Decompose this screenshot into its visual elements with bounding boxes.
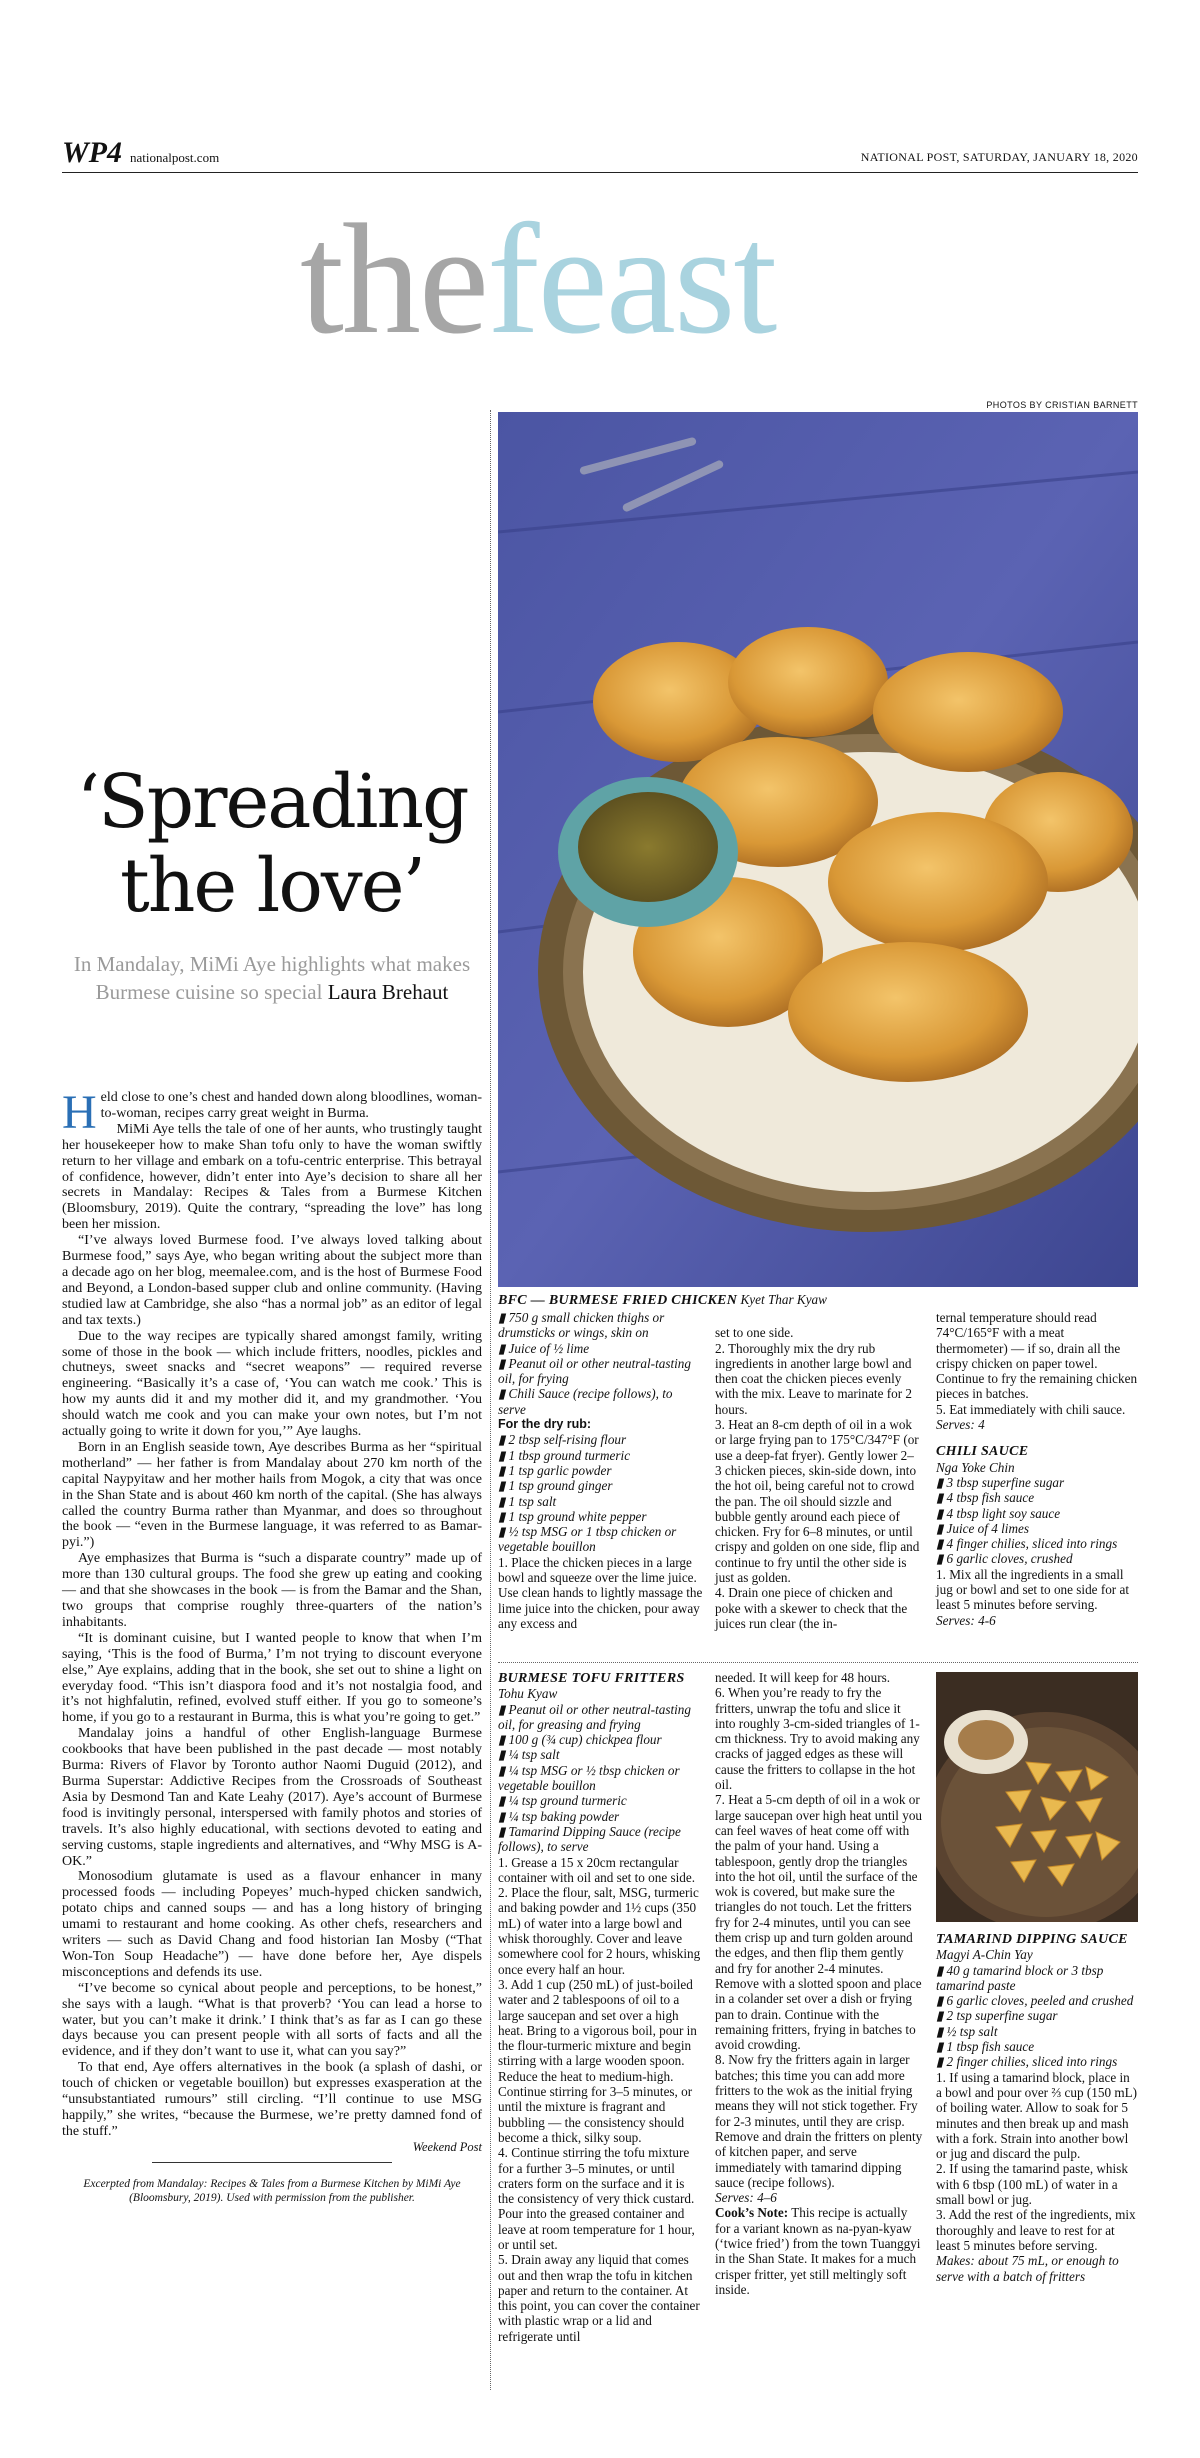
- bfc-col-2: [715, 1310, 920, 1647]
- ingredient-item: ▮ ¼ tsp ground turmeric: [498, 1793, 627, 1809]
- ingredient-item: ▮ 1 tbsp ground turmeric: [498, 1447, 631, 1463]
- ingredient-list: [498, 1310, 703, 1417]
- article-paragraph: To that end, Aye offers alternatives in the book (a splash of dashi, or touch of chicken or vegetable bouillon) but expresses exasperation at the “unsubstantiated rumours” still circling. “I’ll continue to use MSG happily,” she writes, “because the Burmese, we’re pretty damned fond of the stuff.”: [62, 2060, 482, 2139]
- recipe-subtitle: Kyet Thar Kyaw: [740, 1292, 827, 1307]
- ingredient-item: ▮ Chili Sauce (recipe follows), to serve: [498, 1386, 673, 1417]
- ingredient-item: ▮ ¼ tsp salt: [498, 1747, 560, 1763]
- recipe-steps: 1. If using a tamarind block, place in a bowl and pour over ⅔ cup (150 mL) of boiling water. Allow to soak for 5 minutes and then break up and mash with a fork. Strain into another bowl or jug and discard the pulp. 2. If using the tamarind paste, whisk with 6 tbsp (100 mL) of water in a small bowl or jug. 3. Add the rest of the ingredients, mix thoroughly and leave to rest for at least 5 minutes before serving.: [936, 2069, 1138, 2253]
- recipe-subtitle: Nga Yoke Chin: [936, 1459, 1015, 1475]
- recipe-serves: Serves: 4-6: [936, 1612, 996, 1628]
- ingredient-item: ▮ 2 tsp superfine sugar: [936, 2008, 1058, 2024]
- ingredient-item: ▮ 1 tsp ground ginger: [498, 1478, 613, 1494]
- section-divider: [498, 1662, 1138, 1663]
- dateline: NATIONAL POST, SATURDAY, JANUARY 18, 2020: [860, 150, 1138, 164]
- article-paragraph: Held close to one’s chest and handed down along bloodlines, woman-to-woman, recipes carry great weight in Burma.: [62, 1086, 482, 1139]
- article-paragraph: Monosodium glutamate is used as a flavour enhancer in many processed foods — including Popeyes’ much-hyped chicken sandwich, potato chips and canned soups — and has a long history of bringing umami to restaurant and home cooking. As other chefs, researchers and writers — such as David Chang and food historian Ian Mosby (“That Won-Ton Soup Headache”) — have done before her, Aye dispels misconceptions and defends its use.: [62, 1869, 482, 1980]
- recipe-steps: 1. Place the chicken pieces in a large bowl and squeeze over the lime juice. Use clean hands to lightly massage the lime juice into the chicken, pour away any excess and: [498, 1554, 703, 1631]
- article-paragraph: Due to the way recipes are typically shared amongst family, writing some of those in the book — which include fritters, noodles, pickles and chutneys, sweet snacks and “secret weapons” — required reverse engineering. “Basically it’s a case of, ‘You can watch me cook.’ This is how my aunts did it and my mother did it, and my grandmother. ‘You should watch me cook and you can make your own notes, but I’m not actually going to write it down for you,’” Aye laughs.: [62, 1328, 482, 1440]
- article-paragraph: Aye emphasizes that Burma is “such a disparate country” made up of more than 130 cultural groups. The food she grew up eating and cooking — and that she showcases in the book — is from the Bamar and the Shan, two groups that comprise roughly three-quarters of the nation’s inhabitants.: [62, 1551, 482, 1630]
- header-rule: [62, 172, 1138, 173]
- ingredient-item: ▮ 1 tsp ground white pepper: [498, 1508, 647, 1524]
- ingredient-item: ▮ ¼ tsp MSG or ½ tbsp chicken or vegetable bouillon: [498, 1762, 680, 1794]
- banner-the: the: [300, 192, 488, 367]
- recipe-steps: 1. Grease a 15 x 20cm rectangular container with oil and set to one side. 2. Place the flour, salt, MSG, turmeric and baking powder and 1½ cups (350 mL) of water into a large bowl and whisk thoroughly. Cover and leave somewhere cool for 2 hours, whisking once every half an hour. 3. Add 1 cup (250 mL) of just-boiled water and 2 tablespoons of oil to a large saucepan and set over a high heat. Bring to a vigorous boil, pour in the flour-turmeric mixture and begin stirring with a large wooden spoon. Reduce the heat to medium-high. Continue stirring for 3–5 minutes, or until the mixture is fragrant and bubbling — the consistency should become a thick, silky soup. 4. Continue stirring the tofu mixture for a further 3–5 minutes, or until craters form on the surface and it is the consistency of very thick custard. Pour into the greased container and leave at room temperature for 1 hour, or until set. 5. Drain away any liquid that comes out and then wrap the tofu in kitchen paper and return to the container. At this point, you can cover the container with plastic wrap or a lid and refrigerate until: [498, 1854, 701, 2344]
- tamarind-col: [936, 1932, 1138, 2284]
- recipe-steps: set to one side. 2. Thoroughly mix the dry rub ingredients in another large bowl and then coat the chicken pieces evenly with the mix. Leave to marinate for 2 hours. 3. Heat an 8-cm depth of oil in a wok or large frying pan to 175°C/347°F (or use a deep-fat fryer). Gently lower 2–3 chicken pieces, skin-side down, into the hot oil, being careful not to crowd the pan. The oil should sizzle and bubble gently around each piece of chicken. Fry for 6–8 minutes, or until crispy and golden on one side, flip and continue to fry until the other side is just as golden. 4. Drain one piece of chicken and poke with a skewer to check that the juices run clear (the in-: [715, 1325, 920, 1631]
- ingredient-item: ▮ 750 g small chicken thighs or drumsticks or wings, skin on: [498, 1310, 665, 1341]
- ingredient-item: ▮ 6 garlic cloves, peeled and crushed: [936, 1993, 1134, 2009]
- article-paragraph: “I’ve always loved Burmese food. I’ve always loved talking about Burmese food,” says Aye, who began writing about the subject more than a decade ago on her blog, meemalee.com, and is the host of Burmese Food and Beyond, a London-based supper club and online community. (Having studied law at Cambridge, she also “has a normal job” as an editor of legal and tax texts.): [62, 1233, 482, 1328]
- recipe-yield: Makes: about 75 mL, or enough to serve with a batch of fritters: [936, 2253, 1119, 2284]
- ingredient-item: ▮ 40 g tamarind block or 3 tbsp tamarind paste: [936, 1962, 1104, 1993]
- ingredient-item: ▮ Peanut oil or other neutral-tasting oil, for greasing and frying: [498, 1701, 691, 1732]
- article-paragraph: MiMi Aye tells the tale of one of her aunts, who trustingly taught her housekeeper how to make Shan tofu only to have the woman swiftly return to her village and embark on a tofu-centric enterprise. This betrayal of confidence, however, didn’t enter into Aye’s decision to share all her secrets in Mandalay: Recipes & Tales from a Burmese Kitchen (Bloomsbury, 2019). Quite the contrary, “spreading the love” has long been her mission.: [62, 1121, 482, 1233]
- ingredient-item: ▮ 1 tbsp fish sauce: [936, 2039, 1035, 2055]
- recipe-serves: Serves: 4–6: [715, 2190, 777, 2206]
- recipe-serves: Serves: 4: [936, 1417, 985, 1433]
- excerpt-note: Excerpted from Mandalay: Recipes & Tales from a Burmese Kitchen by MiMi Aye (Bloomsbury, 2019). Used with permission from the publisher.: [83, 2177, 461, 2204]
- tofu-col-1: [498, 1670, 703, 2344]
- deck: [62, 950, 482, 1006]
- ingredient-list: [498, 1432, 703, 1554]
- ingredient-item: ▮ 1 tsp garlic powder: [498, 1462, 612, 1478]
- section-label: WP4: [62, 136, 122, 169]
- ingredient-item: ▮ Juice of 4 limes: [936, 1520, 1029, 1536]
- recipe-title: TAMARIND DIPPING SAUCE: [936, 1932, 1128, 1947]
- ingredient-item: ▮ Peanut oil or other neutral-tasting oil, for frying: [498, 1355, 691, 1387]
- deck-text: In Mandalay, MiMi Aye highlights what makes Burmese cuisine so special: [73, 952, 471, 1004]
- ingredient-item: ▮ ½ tsp MSG or 1 tbsp chicken or vegetable bouillon: [498, 1524, 677, 1555]
- article-body: [62, 1086, 482, 2205]
- site-url: nationalpost.com: [130, 150, 220, 165]
- column-divider: [490, 410, 491, 2390]
- ingredient-item: ▮ 3 tbsp superfine sugar: [936, 1474, 1065, 1490]
- recipe-title: CHILI SAUCE: [936, 1444, 1029, 1460]
- headline: ‘Spreading the love’: [76, 759, 468, 929]
- recipe-subtitle: Magyi A-Chin Yay: [936, 1947, 1033, 1963]
- ingredient-list: [498, 1702, 703, 1855]
- excerpt-rule: [152, 2162, 392, 2163]
- recipe-title: BFC — BURMESE FRIED CHICKEN: [498, 1293, 738, 1308]
- recipe-title: BURMESE TOFU FRITTERS: [498, 1671, 685, 1686]
- ingredient-item: ▮ ½ tsp salt: [936, 2023, 998, 2039]
- banner-feast: feast: [487, 192, 776, 367]
- article-paragraph: “I’ve become so cynical about people and perceptions, to be honest,” she says with a laugh. “What is that proverb? ‘You can lead a horse to water, but you can’t make it drink.’ I think that’s as far as I can go these days because you can present people with all sorts of facts and all the evidence, and if they don’t want to use it, what can you say?”: [62, 1980, 482, 2060]
- ingredient-item: ▮ 2 tbsp self-rising flour: [498, 1432, 627, 1448]
- ingredient-item: ▮ 1 tsp salt: [498, 1493, 557, 1509]
- ingredient-list: [936, 1475, 1138, 1567]
- cooks-note-label: Cook’s Note:: [715, 2205, 789, 2221]
- section-banner: [300, 192, 776, 367]
- ingredient-item: ▮ 2 finger chilies, sliced into rings: [936, 2054, 1118, 2070]
- ingredient-item: ▮ ¼ tsp baking powder: [498, 1808, 620, 1824]
- tofu-col-2: [715, 1670, 923, 2297]
- dry-rub-label: For the dry rub:: [498, 1417, 592, 1432]
- recipe-steps: ternal temperature should read 74°C/165°F with a meat thermometer) — if so, drain all the crispy chicken on paper towel. Continue to fry the remaining chicken pieces in batches. 5. Eat immediately with chili sauce.: [936, 1310, 1138, 1417]
- ingredient-item: ▮ 4 tbsp fish sauce: [936, 1490, 1035, 1506]
- ingredient-item: ▮ Juice of ½ lime: [498, 1340, 590, 1356]
- recipe-steps: needed. It will keep for 48 hours. 6. When you’re ready to fry the fritters, unwrap the tofu and slice it into roughly 3-cm-sided triangles of 1-cm thickness. Try to avoid making any cracks of jagged edges as these will cause the fritters to collapse in the hot oil. 7. Heat a 5-cm depth of oil in a wok or large saucepan over high heat until you can feel waves of heat come off with the palm of your hand. Using a tablespoon, gently drop the triangles into the hot oil, until the surface of the wok is covered, but make sure the triangles do not touch. Let the fritters fry for 2-4 minutes, until you can see them crisp up and turn golden around the edges, and then flip them gently and fry for another 2-4 minutes. Remove with a slotted spoon and place in a colander set over a dish or frying pan to drain. Continue with the remaining fritters, frying in batches to avoid crowding. 8. Now fry the fritters again in larger batches; this time you can add more fritters to the wok as the initial frying means they will not stick together. Fry for 2-3 minutes, until they are crisp. Remove and drain the fritters on plenty of kitchen paper, and serve immediately with tamarind dipping sauce (recipe follows).: [715, 1670, 923, 2190]
- ingredient-item: ▮ 4 tbsp light soy sauce: [936, 1505, 1061, 1521]
- drop-cap: H: [62, 1086, 97, 1139]
- ingredient-item: ▮ Tamarind Dipping Sauce (recipe follows), to serve: [498, 1823, 681, 1855]
- bfc-title-line: [498, 1292, 1138, 1308]
- signoff: Weekend Post: [412, 2139, 482, 2154]
- ingredient-item: ▮ 6 garlic cloves, crushed: [936, 1551, 1073, 1567]
- cooks-note: This recipe is actually for a variant known as na-pyan-kyaw (‘twice fried’) from the town Tuanggyi in the Shan State. It makes for a much crisper fritter, yet still meltingly soft inside.: [715, 2205, 921, 2297]
- tofu-fritters-photo: [936, 1672, 1138, 1922]
- fried-chicken-photo: [498, 412, 1138, 1287]
- byline: Laura Brehaut: [327, 980, 449, 1004]
- bfc-col-1: [498, 1310, 703, 1631]
- ingredient-item: ▮ 100 g (¾ cup) chickpea flour: [498, 1732, 662, 1748]
- bfc-col-3: [936, 1310, 1138, 1628]
- recipe-subtitle: Tohu Kyaw: [498, 1686, 558, 1702]
- article-paragraph: Mandalay joins a handful of other English-language Burmese cookbooks that have been published in the past decade — most notably Burma: Rivers of Flavor by Toronto author Naomi Duguid (2012), and Burma Superstar: Addictive Recipes from the Crossroads of Southeast Asia by Desmond Tan and Kate Leahy (2017). Aye’s account of Burmese food is invitingly personal, interspersed with family photos and stories of travels. It’s also highly educational, with sections devoted to eating and serving customs, staple ingredients and alternatives, and “Why MSG is A-OK.”: [62, 1726, 482, 1869]
- article-paragraph: Born in an English seaside town, Aye describes Burma as her “spiritual motherland” — her father is from Mandalay about 270 km north of the capital Naypyitaw and her mother hails from Mogok, a city that was once in the Shan State and is about 460 km north of the capital. (She has always called the country Burma rather than Myanmar, and does so throughout the book — “even in the Burmese language, it was referred to as Bamar-pyi.”): [62, 1439, 482, 1551]
- photo-credit: PHOTOS BY CRISTIAN BARNETT: [986, 400, 1138, 410]
- article-paragraph: “It is dominant cuisine, but I wanted people to know that when I’m saying, ‘This is the food of Burma,’ I’m not trying to discount everyone else,” Aye explains, adding that in the book, she set out to shine a light on everyday food. “This isn’t diaspora food and it’s not nostalgia food, and it’s not highfalutin, refined, evolved stuff either. If you go to someone’s home, if you go to a restaurant in Burma, this is what you’re going to get.”: [62, 1630, 482, 1726]
- recipe-steps: 1. Mix all the ingredients in a small jug or bowl and set to one side for at least 5 minutes before serving.: [936, 1566, 1130, 1613]
- ingredient-item: ▮ 4 finger chilies, sliced into rings: [936, 1536, 1118, 1552]
- ingredient-list: [936, 1963, 1138, 2070]
